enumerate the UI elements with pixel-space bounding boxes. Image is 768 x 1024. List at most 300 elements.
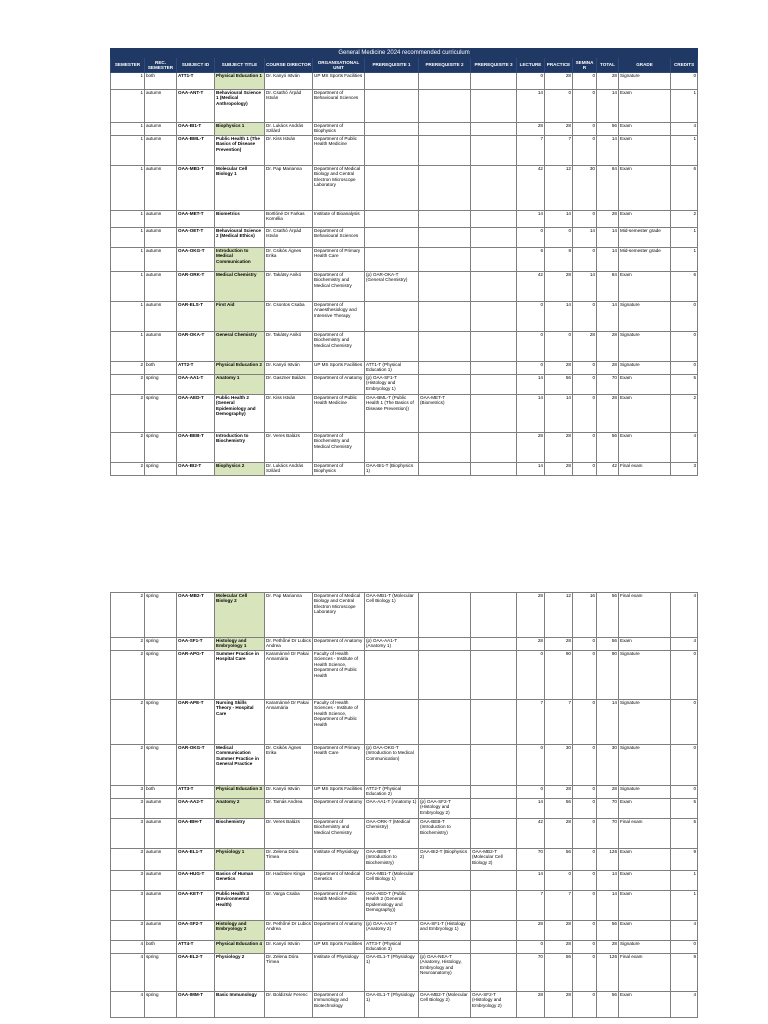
subject-id-cell: ATT2-T: [177, 362, 215, 375]
credits-cell: 0: [671, 745, 698, 786]
total-cell: 126: [597, 954, 619, 992]
rec-semester-cell: autumn: [145, 90, 177, 123]
credits-cell: 1: [671, 228, 698, 248]
grade-cell: Final exam: [619, 593, 671, 638]
semester-cell: 1: [111, 90, 145, 123]
practice-cell: 0: [545, 228, 573, 248]
prerequisite-3-cell: [471, 123, 517, 136]
table-row: [111, 433, 698, 463]
seminar-cell: 14: [573, 228, 597, 248]
subject-id-cell: ATT4-T: [177, 941, 215, 954]
subject-id-cell: OAA-AA1-T: [177, 375, 215, 395]
credits-cell: 0: [671, 700, 698, 745]
prerequisite-3-cell: [471, 228, 517, 248]
course-director-cell: Dr. Csontos Csaba: [265, 302, 313, 332]
table-row: [111, 302, 698, 332]
table-row: [111, 651, 698, 700]
lecture-cell: 0: [517, 786, 545, 799]
table-row: [111, 248, 698, 272]
course-director-cell: Karamánné Dr Pakai Annamária: [265, 651, 313, 700]
practice-cell: 28: [545, 819, 573, 849]
subject-title-cell: Public Health 3 (Environmental Health): [215, 891, 265, 921]
prerequisite-2-cell: [419, 871, 471, 891]
lecture-cell: 70: [517, 954, 545, 992]
total-cell: 56: [597, 593, 619, 638]
prerequisite-1-cell: [365, 228, 419, 248]
table-row: [111, 819, 698, 849]
organisational-unit-cell: Department of Anatomy: [313, 375, 365, 395]
table-row: [111, 272, 698, 302]
organisational-unit-cell: Department of Medical Biology and Central Electron Microscope Laboratory: [313, 166, 365, 211]
subject-id-cell: OAR-OKG-T: [177, 745, 215, 786]
subject-id-cell: OAR-APE-T: [177, 700, 215, 745]
subject-title-cell: Physical Education 2: [215, 362, 265, 375]
seminar-cell: 0: [573, 651, 597, 700]
practice-cell: 7: [545, 700, 573, 745]
table-row: [111, 954, 698, 992]
semester-cell: 3: [111, 891, 145, 921]
organisational-unit-cell: Department of Anaesthesiology and Intensive Therapy: [313, 302, 365, 332]
prerequisite-3-cell: OAA-SF2-T (Histology and Embryology 2): [471, 992, 517, 1018]
practice-cell: 0: [545, 871, 573, 891]
semester-cell: 1: [111, 228, 145, 248]
organisational-unit-cell: Faculty of Health Sciences - Institute of Health Science, Department of Public Health: [313, 700, 365, 745]
prerequisite-2-cell: OAA-BI2-T (Biophysics 2): [419, 849, 471, 871]
course-director-cell: Dr. Boldizsár Ferenc: [265, 992, 313, 1018]
credits-cell: 5: [671, 819, 698, 849]
prerequisite-2-cell: [419, 651, 471, 700]
header-row: [111, 58, 698, 73]
column-header: SUBJECT ID: [177, 58, 215, 73]
prerequisite-2-cell: [419, 136, 471, 166]
semester-cell: 1: [111, 302, 145, 332]
rec-semester-cell: spring: [145, 638, 177, 651]
subject-id-cell: OAA-ANT-T: [177, 90, 215, 123]
practice-cell: 14: [545, 395, 573, 433]
seminar-cell: 0: [573, 302, 597, 332]
rec-semester-cell: spring: [145, 954, 177, 992]
grade-cell: Exam: [619, 123, 671, 136]
seminar-cell: 28: [573, 332, 597, 362]
subject-id-cell: ATT3-T: [177, 786, 215, 799]
subject-id-cell: OAA-HUG-T: [177, 871, 215, 891]
prerequisite-2-cell: [419, 123, 471, 136]
semester-cell: 2: [111, 651, 145, 700]
practice-cell: 56: [545, 375, 573, 395]
total-cell: 70: [597, 375, 619, 395]
prerequisite-2-cell: [419, 90, 471, 123]
total-cell: 28: [597, 362, 619, 375]
practice-cell: 7: [545, 136, 573, 166]
subject-id-cell: OAR-OKA-T: [177, 332, 215, 362]
curriculum-table-1: [110, 48, 698, 476]
course-director-cell: Dr. Kiss István: [265, 395, 313, 433]
subject-title-cell: Public Health 1 (The Basics of Disease Prevention): [215, 136, 265, 166]
prerequisite-2-cell: [419, 211, 471, 228]
prerequisite-2-cell: [419, 638, 471, 651]
seminar-cell: 0: [573, 786, 597, 799]
table-row: [111, 921, 698, 941]
prerequisite-3-cell: [471, 272, 517, 302]
course-director-cell: Dr. Csathó Árpád István: [265, 228, 313, 248]
subject-id-cell: OAA-MB1-T: [177, 166, 215, 211]
practice-cell: 28: [545, 362, 573, 375]
course-director-cell: Dr. Hadzsiev Kinga: [265, 871, 313, 891]
subject-id-cell: ATT1-T: [177, 73, 215, 90]
column-header: SEMESTER: [111, 58, 145, 73]
total-cell: 14: [597, 871, 619, 891]
lecture-cell: 6: [517, 248, 545, 272]
total-cell: 126: [597, 849, 619, 871]
seminar-cell: 16: [573, 593, 597, 638]
practice-cell: 0: [545, 332, 573, 362]
practice-cell: 28: [545, 463, 573, 476]
lecture-cell: 0: [517, 362, 545, 375]
lecture-cell: 28: [517, 123, 545, 136]
lecture-cell: 42: [517, 166, 545, 211]
table-row: [111, 211, 698, 228]
rec-semester-cell: autumn: [145, 891, 177, 921]
lecture-cell: 28: [517, 921, 545, 941]
grade-cell: Final exam: [619, 954, 671, 992]
column-header: PRACTICE: [545, 58, 573, 73]
seminar-cell: 0: [573, 248, 597, 272]
credits-cell: 1: [671, 90, 698, 123]
seminar-cell: 0: [573, 954, 597, 992]
lecture-cell: 0: [517, 332, 545, 362]
credits-cell: 0: [671, 73, 698, 90]
subject-title-cell: Biochemistry: [215, 819, 265, 849]
rec-semester-cell: spring: [145, 395, 177, 433]
column-header: SEMINAR: [573, 58, 597, 73]
grade-cell: Signature: [619, 700, 671, 745]
prerequisite-1-cell: [365, 123, 419, 136]
rec-semester-cell: autumn: [145, 849, 177, 871]
seminar-cell: 0: [573, 921, 597, 941]
seminar-cell: 0: [573, 871, 597, 891]
subject-title-cell: Anatomy 2: [215, 799, 265, 819]
column-header: GRADE: [619, 58, 671, 73]
semester-cell: 3: [111, 871, 145, 891]
organisational-unit-cell: Department of Public Health Medicine: [313, 891, 365, 921]
column-header: REC. SEMESTER: [145, 58, 177, 73]
grade-cell: Exam: [619, 849, 671, 871]
subject-title-cell: Basic Immunology: [215, 992, 265, 1018]
organisational-unit-cell: Department of Biochemistry and Medical Chemistry: [313, 272, 365, 302]
grade-cell: Exam: [619, 211, 671, 228]
grade-cell: Final exam: [619, 819, 671, 849]
prerequisite-3-cell: [471, 638, 517, 651]
curriculum-table-2: [110, 592, 698, 1018]
subject-title-cell: Behavioural Science 1 (Medical Anthropology): [215, 90, 265, 123]
grade-cell: Exam: [619, 891, 671, 921]
subject-id-cell: OAA-EL1-T: [177, 849, 215, 871]
seminar-cell: 0: [573, 211, 597, 228]
course-director-cell: Dr. Lukács András Szilárd: [265, 123, 313, 136]
prerequisite-3-cell: [471, 136, 517, 166]
lecture-cell: 28: [517, 638, 545, 651]
course-director-cell: Dr. Pethőné Dr Lubics Andrea: [265, 638, 313, 651]
semester-cell: 2: [111, 375, 145, 395]
semester-cell: 2: [111, 395, 145, 433]
lecture-cell: 14: [517, 395, 545, 433]
lecture-cell: 0: [517, 651, 545, 700]
subject-title-cell: Physical Education 3: [215, 786, 265, 799]
seminar-cell: 0: [573, 90, 597, 123]
seminar-cell: 0: [573, 123, 597, 136]
prerequisite-1-cell: [365, 166, 419, 211]
prerequisite-3-cell: [471, 745, 517, 786]
subject-id-cell: OAA-SF1-T: [177, 638, 215, 651]
organisational-unit-cell: Institute of Physiology: [313, 954, 365, 992]
subject-id-cell: OAA-MET-T: [177, 211, 215, 228]
prerequisite-1-cell: (p) OAA-SF1-T (Histology and Embryology 1): [365, 375, 419, 395]
credits-cell: 0: [671, 941, 698, 954]
rec-semester-cell: both: [145, 362, 177, 375]
semester-cell: 1: [111, 248, 145, 272]
prerequisite-2-cell: OAA-MET-T (Biometrics): [419, 395, 471, 433]
prerequisite-1-cell: ATT3-T (Physical Education 3): [365, 941, 419, 954]
total-cell: 30: [597, 745, 619, 786]
prerequisite-3-cell: [471, 362, 517, 375]
total-cell: 70: [597, 799, 619, 819]
subject-id-cell: OAA-OKG-T: [177, 248, 215, 272]
lecture-cell: 14: [517, 211, 545, 228]
subject-title-cell: Summer Practice in Hospital Care: [215, 651, 265, 700]
table-row: [111, 362, 698, 375]
prerequisite-2-cell: (p) OAA-NEA-T (Anatomy, Histology, Embryology and Neuroanatomy): [419, 954, 471, 992]
course-director-cell: Dr. Kiss István: [265, 136, 313, 166]
practice-cell: 56: [545, 954, 573, 992]
column-header: CREDITS: [671, 58, 698, 73]
rec-semester-cell: autumn: [145, 871, 177, 891]
lecture-cell: 14: [517, 871, 545, 891]
prerequisite-2-cell: [419, 375, 471, 395]
organisational-unit-cell: Department of Behavioural Sciences: [313, 228, 365, 248]
grade-cell: Signature: [619, 362, 671, 375]
grade-cell: Signature: [619, 786, 671, 799]
table-row: [111, 700, 698, 745]
credits-cell: 1: [671, 248, 698, 272]
column-header: PREREQUISITE 3: [471, 58, 517, 73]
seminar-cell: 0: [573, 395, 597, 433]
seminar-cell: 14: [573, 272, 597, 302]
organisational-unit-cell: Institute of Bioanalysis: [313, 211, 365, 228]
prerequisite-1-cell: (p) OAA-AA1-T (Anatomy 1): [365, 638, 419, 651]
semester-cell: 2: [111, 362, 145, 375]
course-director-cell: Dr. Kanyó István: [265, 362, 313, 375]
total-cell: 14: [597, 228, 619, 248]
table-row: [111, 745, 698, 786]
subject-title-cell: Anatomy 1: [215, 375, 265, 395]
semester-cell: 4: [111, 992, 145, 1018]
table-row: [111, 332, 698, 362]
practice-cell: 28: [545, 73, 573, 90]
total-cell: 90: [597, 651, 619, 700]
prerequisite-1-cell: [365, 700, 419, 745]
column-header: LECTURE: [517, 58, 545, 73]
organisational-unit-cell: UP MS Sports Facilities: [313, 786, 365, 799]
grade-cell: Signature: [619, 332, 671, 362]
prerequisite-1-cell: [365, 136, 419, 166]
semester-cell: 2: [111, 638, 145, 651]
prerequisite-1-cell: OAA-BEB-T (Introduction to Biochemistry): [365, 849, 419, 871]
lecture-cell: 42: [517, 272, 545, 302]
grade-cell: Signature: [619, 941, 671, 954]
credits-cell: 0: [671, 362, 698, 375]
rec-semester-cell: spring: [145, 463, 177, 476]
subject-id-cell: OAA-KET-T: [177, 891, 215, 921]
subject-id-cell: OAA-BI2-T: [177, 463, 215, 476]
prerequisite-1-cell: OAA-BI1-T (Biophysics 1): [365, 463, 419, 476]
course-director-cell: Dr. Varga Csaba: [265, 891, 313, 921]
prerequisite-1-cell: [365, 73, 419, 90]
prerequisite-1-cell: OAA-EL1-T (Physiology 1): [365, 954, 419, 992]
prerequisite-3-cell: [471, 593, 517, 638]
prerequisite-3-cell: [471, 248, 517, 272]
seminar-cell: 0: [573, 375, 597, 395]
semester-cell: 2: [111, 745, 145, 786]
prerequisite-2-cell: [419, 745, 471, 786]
grade-cell: Mid-semester grade: [619, 248, 671, 272]
semester-cell: 3: [111, 799, 145, 819]
prerequisite-2-cell: [419, 362, 471, 375]
credits-cell: 1: [671, 871, 698, 891]
organisational-unit-cell: Department of Biophysics: [313, 123, 365, 136]
course-director-cell: Dr. Lukács András Szilárd: [265, 463, 313, 476]
course-director-cell: Dr. Csikós Ágnes Erika: [265, 745, 313, 786]
prerequisite-1-cell: OAA-BML-T (Public Health 1 (The Basics of Disease Prevention)): [365, 395, 419, 433]
lecture-cell: 0: [517, 228, 545, 248]
table-row: [111, 375, 698, 395]
rec-semester-cell: autumn: [145, 166, 177, 211]
practice-cell: 28: [545, 786, 573, 799]
total-cell: 56: [597, 123, 619, 136]
semester-cell: 1: [111, 123, 145, 136]
subject-id-cell: OAR-APG-T: [177, 651, 215, 700]
table-row: [111, 871, 698, 891]
prerequisite-3-cell: [471, 871, 517, 891]
semester-cell: 2: [111, 463, 145, 476]
rec-semester-cell: spring: [145, 651, 177, 700]
grade-cell: Exam: [619, 871, 671, 891]
prerequisite-3-cell: [471, 90, 517, 123]
credits-cell: 1: [671, 136, 698, 166]
column-header: PREREQUISITE 2: [419, 58, 471, 73]
subject-title-cell: Introduction to Biochemistry: [215, 433, 265, 463]
total-cell: 28: [597, 332, 619, 362]
seminar-cell: 0: [573, 941, 597, 954]
practice-cell: 90: [545, 651, 573, 700]
seminar-cell: 0: [573, 992, 597, 1018]
course-director-cell: Dr. Pap Marianna: [265, 593, 313, 638]
semester-cell: 3: [111, 849, 145, 871]
prerequisite-2-cell: OAA-SF1-T (Histology and Embryology 1): [419, 921, 471, 941]
practice-cell: 56: [545, 849, 573, 871]
practice-cell: 28: [545, 921, 573, 941]
prerequisite-3-cell: [471, 375, 517, 395]
prerequisite-1-cell: (p) OAR-OKA-T (General Chemistry): [365, 272, 419, 302]
column-header: COURSE DIRECTOR: [265, 58, 313, 73]
prerequisite-3-cell: OAA-MB2-T (Molecular Cell Biology 2): [471, 849, 517, 871]
practice-cell: 12: [545, 166, 573, 211]
subject-title-cell: First Aid: [215, 302, 265, 332]
practice-cell: 28: [545, 992, 573, 1018]
total-cell: 84: [597, 272, 619, 302]
credits-cell: 4: [671, 593, 698, 638]
total-cell: 56: [597, 992, 619, 1018]
rec-semester-cell: both: [145, 73, 177, 90]
table-row: [111, 123, 698, 136]
grade-cell: Exam: [619, 638, 671, 651]
subject-title-cell: Basics of Human Genetics: [215, 871, 265, 891]
lecture-cell: 70: [517, 849, 545, 871]
lecture-cell: 7: [517, 891, 545, 921]
total-cell: 14: [597, 700, 619, 745]
seminar-cell: 0: [573, 638, 597, 651]
prerequisite-1-cell: ATT2-T (Physical Education 2): [365, 786, 419, 799]
lecture-cell: 28: [517, 992, 545, 1018]
rec-semester-cell: autumn: [145, 248, 177, 272]
total-cell: 56: [597, 921, 619, 941]
seminar-cell: 0: [573, 745, 597, 786]
organisational-unit-cell: Department of Anatomy: [313, 638, 365, 651]
prerequisite-2-cell: [419, 463, 471, 476]
prerequisite-2-cell: [419, 700, 471, 745]
prerequisite-3-cell: [471, 166, 517, 211]
table-row: [111, 73, 698, 90]
total-cell: 14: [597, 136, 619, 166]
subject-id-cell: OAA-IMM-T: [177, 992, 215, 1018]
rec-semester-cell: autumn: [145, 228, 177, 248]
lecture-cell: 14: [517, 799, 545, 819]
subject-id-cell: OAA-MB2-T: [177, 593, 215, 638]
prerequisite-2-cell: (p) OAA-SF2-T (Histology and Embryology 2): [419, 799, 471, 819]
organisational-unit-cell: Department of Public Health Medicine: [313, 136, 365, 166]
semester-cell: 1: [111, 73, 145, 90]
table-row: [111, 891, 698, 921]
subject-id-cell: OAR-ELS-T: [177, 302, 215, 332]
subject-id-cell: OAR-ORK-T: [177, 272, 215, 302]
table-row: [111, 849, 698, 871]
practice-cell: 12: [545, 593, 573, 638]
organisational-unit-cell: Department of Biochemistry and Medical Chemistry: [313, 332, 365, 362]
prerequisite-1-cell: OAA-AA1-T (Anatomy 1): [365, 799, 419, 819]
practice-cell: 30: [545, 745, 573, 786]
column-header: ORGANISATIONAL UNIT: [313, 58, 365, 73]
organisational-unit-cell: Department of Biophysics: [313, 463, 365, 476]
organisational-unit-cell: UP MS Sports Facilities: [313, 73, 365, 90]
credits-cell: 4: [671, 638, 698, 651]
lecture-cell: 14: [517, 375, 545, 395]
table-row: [111, 463, 698, 476]
rec-semester-cell: both: [145, 786, 177, 799]
prerequisite-1-cell: [365, 651, 419, 700]
course-director-cell: Dr. Pethőné Dr Lubics Andrea: [265, 921, 313, 941]
organisational-unit-cell: Department of Public Health Medicine: [313, 395, 365, 433]
prerequisite-1-cell: OAA-MB1-T (Molecular Cell Biology 1): [365, 871, 419, 891]
total-cell: 56: [597, 638, 619, 651]
prerequisite-2-cell: OAA-BEB-T (Introduction to Biochemistry): [419, 819, 471, 849]
organisational-unit-cell: Department of Medical Biology and Central Electron Microscope Laboratory: [313, 593, 365, 638]
prerequisite-2-cell: [419, 332, 471, 362]
subject-title-cell: Nursing Skills Theory - Hospital Care: [215, 700, 265, 745]
prerequisite-3-cell: [471, 921, 517, 941]
course-director-cell: Dr. Csathó Árpád István: [265, 90, 313, 123]
practice-cell: 28: [545, 272, 573, 302]
semester-cell: 2: [111, 700, 145, 745]
prerequisite-3-cell: [471, 954, 517, 992]
